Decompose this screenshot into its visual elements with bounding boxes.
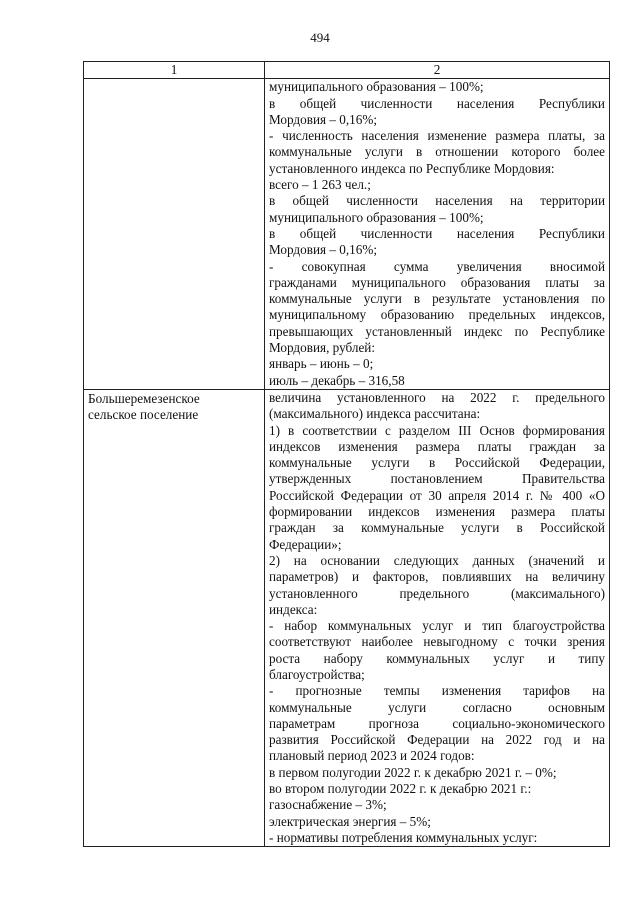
column-header-1: 1 <box>84 62 265 79</box>
description-line: индекса: <box>269 601 318 617</box>
description-line: индексов изменения размера платы граждан за <box>269 438 605 454</box>
description-line: в общей численности населения на территории <box>269 193 605 209</box>
description-line: параметрам прогноза социально-экономического <box>269 715 605 731</box>
table-header-row <box>84 62 610 79</box>
description-line: газоснабжение – 3%; <box>269 797 387 813</box>
document-table <box>83 61 610 847</box>
description-line: установленного индекса по Республике Мордовия: <box>269 160 555 176</box>
description-line: Мордовия, рублей: <box>269 340 376 356</box>
description-line: утвержденных постановлением Правительства <box>269 471 605 487</box>
description-line: превышающих установленный индекс по Республике <box>269 323 605 339</box>
description-line: Мордовия – 0,16%; <box>269 242 377 258</box>
municipality-cell <box>84 389 265 846</box>
description-line: муниципального образования – 100%; <box>269 209 484 225</box>
description-line: гражданами муниципального образования платы за <box>269 274 605 290</box>
description-line: плановый период 2023 и 2024 годов: <box>269 748 475 764</box>
description-line: соответствуют наиболее невыгодному с точки зрения <box>269 634 605 650</box>
description-line: граждан за коммунальные услуги в Российской <box>269 520 605 536</box>
description-line: муниципальному образованию предельных индексов, <box>269 307 605 323</box>
description-line: - совокупная сумма увеличения вносимой <box>269 258 605 274</box>
description-line: 2) на основании следующих данных (значений и <box>269 552 605 568</box>
description-line: во втором полугодии 2022 г. к декабрю 2021 г.: <box>269 781 532 797</box>
description-line: Российской Федерации от 30 апреля 2014 г. № 400 «О <box>269 487 605 503</box>
description-line: коммунальные услуги в результате установления по <box>269 291 605 307</box>
description-line: 1) в соответствии с разделом III Основ формирования <box>269 422 605 438</box>
description-line: муниципального образования – 100%; <box>269 79 484 95</box>
description-line: благоустройства; <box>269 666 365 682</box>
description-line: роста набору коммунальных услуг и типу <box>269 650 605 666</box>
description-line: установленного предельного (максимального) <box>269 585 605 601</box>
description-line: коммунальные услуги в отношении которого более <box>269 144 605 160</box>
description-line: Федерации»; <box>269 536 342 552</box>
description-line: - набор коммунальных услуг и тип благоустройства <box>269 618 605 634</box>
description-line: в общей численности населения Республики <box>269 225 605 241</box>
municipality-name-line: Большеремезенское <box>88 390 200 406</box>
description-line: - прогнозные темпы изменения тарифов на <box>269 683 605 699</box>
description-line: формировании индексов изменения размера платы <box>269 504 605 520</box>
description-line: величина установленного на 2022 г. предельного <box>269 389 605 405</box>
municipality-name-line: сельское поселение <box>88 407 199 423</box>
description-line: всего – 1 263 чел.; <box>269 177 371 193</box>
description-cell <box>265 389 610 846</box>
page-number: 494 <box>310 30 330 45</box>
description-line: - нормативы потребления коммунальных услуг: <box>269 829 538 845</box>
table-row <box>84 79 610 390</box>
description-line: коммунальные услуги согласно основным <box>269 699 605 715</box>
description-line: развития Российской Федерации на 2022 год и на <box>269 732 605 748</box>
description-line: январь – июнь – 0; <box>269 356 374 372</box>
description-line: параметров) и факторов, повлиявших на величину <box>269 569 605 585</box>
table-row <box>84 389 610 846</box>
description-line: июль – декабрь – 316,58 <box>269 372 405 388</box>
municipality-cell <box>84 79 265 390</box>
description-line: в общей численности населения Республики <box>269 95 605 111</box>
description-line: электрическая энергия – 5%; <box>269 813 431 829</box>
description-line: (максимального) индекса рассчитана: <box>269 406 481 422</box>
column-header-2: 2 <box>265 62 610 79</box>
description-cell <box>265 79 610 390</box>
description-line: - численность населения изменение размера платы, за <box>269 128 605 144</box>
description-line: в первом полугодии 2022 г. к декабрю 2021 г. – 0%; <box>269 764 557 780</box>
description-line: коммунальные услуги в Российской Федерации, <box>269 455 605 471</box>
description-line: Мордовия – 0,16%; <box>269 111 377 127</box>
